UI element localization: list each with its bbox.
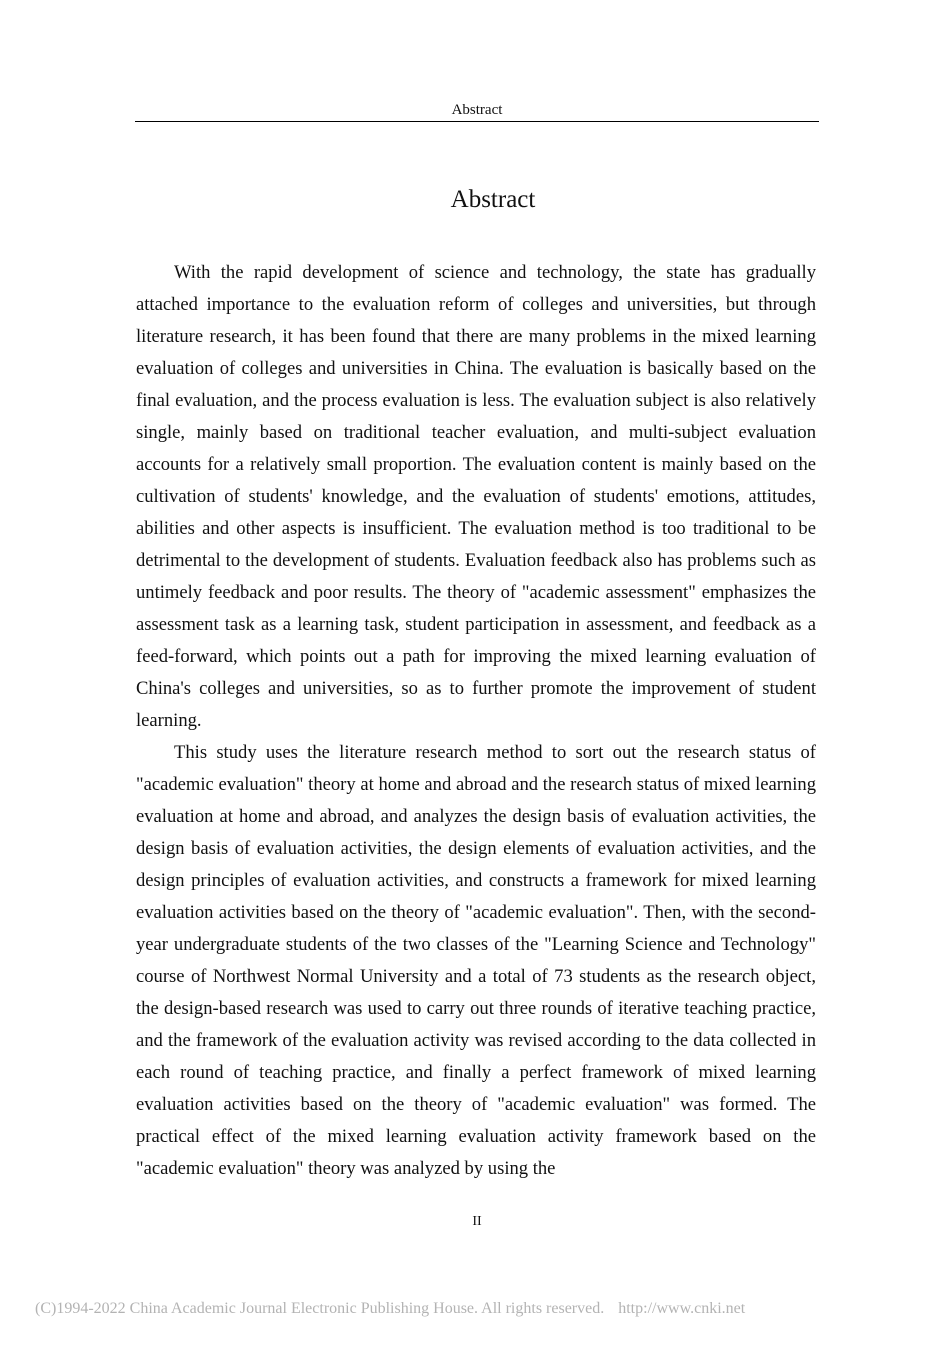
footer-copyright — [35, 1299, 745, 1319]
page-title: Abstract — [450, 186, 536, 213]
header-rule — [135, 121, 819, 122]
abstract-paragraph-2: This study uses the literature research method to sort out the research status of "academic evaluation" theory at home and abroad and the research status of mixed learning evaluation at home and abroad, and analyzes the design basis of evaluation activities, the design basis of evaluation activities, the design elements of evaluation activities, and the design principles of evaluation activities, and constructs a framework for mixed learning evaluation activities based on the theory of "academic evaluation". Then, with the second-year undergraduate students of the two classes of the "Learning Science and Technology" course of Northwest Normal University and a total of 73 students as the research object, the design-based research was used to carry out three rounds of iterative teaching practice, and the framework of the evaluation activity was revised according to the data collected in each round of teaching practice, and finally a perfect framework of mixed learning evaluation activities based on the theory of "academic evaluation" was formed. The practical effect of the mixed learning evaluation activity framework based on the "academic evaluation" theory was analyzed by using the — [136, 742, 816, 1179]
page-number: II — [472, 1214, 482, 1229]
abstract-paragraph-1: With the rapid development of science and technology, the state has gradually attached importance to the evaluation reform of colleges and universities, but through literature research, it has been found that there are many problems in the mixed learning evaluation of colleges and universities in China. The evaluation is basically based on the final evaluation, and the process evaluation is less. The evaluation subject is also relatively single, mainly based on traditional teacher evaluation, and multi-subject evaluation accounts for a relatively small proportion. The evaluation content is mainly based on the cultivation of students' knowledge, and the evaluation of students' emotions, attitudes, abilities and other aspects is insufficient. The evaluation method is too traditional to be detrimental to the development of students. Evaluation feedback also has problems such as untimely feedback and poor results. The theory of "academic assessment" emphasizes the assessment task as a learning task, student participation in assessment, and feedback as a feed-forward, which points out a path for improving the mixed learning evaluation of China's colleges and universities, so as to further promote the improvement of student learning. — [136, 262, 816, 731]
abstract-body — [136, 257, 816, 1185]
running-header: Abstract — [451, 102, 503, 118]
footer-url-link[interactable]: http://www.cnki.net — [618, 1300, 746, 1317]
copyright-notice: (C)1994-2022 China Academic Journal Electronic Publishing House. All rights reserved. — [35, 1300, 605, 1317]
